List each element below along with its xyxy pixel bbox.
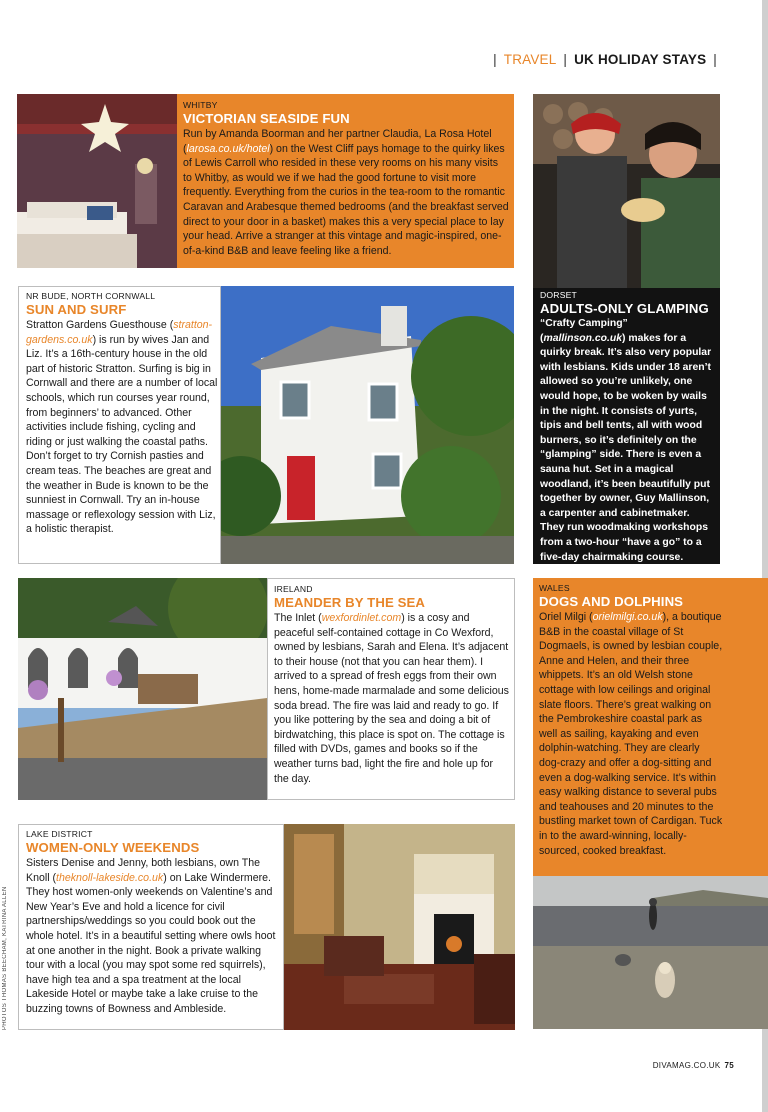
wales-body: Oriel Milgi (orielmilgi.co.uk), a boutique B&B in the coastal village of St Dogmaels, is owned by lesbian couple, Anne and Helen, and their three whippets. It’s an old Welsh stone cottage with low ceilings and original slate floors. There’s great walking on the Pembrokeshire coastal park as well as sailing, kayaking and even dolphin-watching. They are clearly dog-crazy and offer a dog-sitting and even a dog-walking service. It’s within easy walking distance to several pubs and teahouses and 20 minutes to the bustling market town of Cardigan. Tuck in to the award-winning, locally-sourced, cooked breakfast. [539, 611, 723, 857]
bude-body: Stratton Gardens Guesthouse (stratton-gardens.co.uk) is run by wives Jan and Liz. It’s a 16th-century house in the old part of historic Stratton. Surfing is big in Cornwall and there are a number of local schools, which run courses year round, from beginners’ to advanced. Other activities include fishing, cycling and riding or just walking the coastal paths. Don’t forget to try Cornish pasties and cream teas. The beaches are great and the weather in Bude is known to be the sunniest in Cornwall. Try an in-house massage or reflexology session with Liz, a holistic therapist. [26, 319, 218, 536]
ireland-title: MEANDER BY THE SEA [274, 595, 426, 610]
dorset-title: ADULTS-ONLY GLAMPING [540, 301, 709, 316]
whitby-box [177, 94, 514, 268]
footer-site: DIVAMAG.CO.UK [652, 1061, 721, 1070]
dorset-link[interactable]: mallinson.co.uk [543, 332, 622, 344]
bude-link[interactable]: stratton-gardens.co.uk [26, 319, 213, 346]
dorset-kicker: DORSET [540, 290, 578, 300]
bude-box [18, 286, 221, 564]
header-separator: | [493, 52, 497, 67]
wales-link[interactable]: orielmilgi.co.uk [592, 611, 663, 623]
ireland-photo [18, 578, 267, 800]
dorset-body: “Crafty Camping” (mallinson.co.uk) makes for a quirky break. It’s also very popular with lesbians. Kids under 18 aren’t allowed so you’re unlikely, one would hope, to be woken by wails in the night. It consists of yurts, tipis and bell tents, all with wood burners, so it’s definitely on the “glamping” side. There is even a sauna hut. Set in a magical woodland, it’s been beautifully put together by owner, Guy Mallinson, a carpenter and cabinetmaker. They run woodmaking workshops from a two-hour “have a go” to a five-day chairmaking course. [540, 318, 712, 563]
ireland-body: The Inlet (wexfordinlet.com) is a cosy and peaceful self-contained cottage in Co Wexford, owned by lesbians, Sarah and Elena. It’s adjacent to their house (not that you can hear them). I arrived to a spread of fresh eggs from their own hens, home-made marmalade and some delicious soda bread. The fire was laid and ready to go. If you like pottering by the sea and doing a bit of birdwatching, this place is spot on. The cottage is filled with DVDs, games and books so if the weather turns bad, light the fire and hole up for the day. [274, 612, 509, 785]
wales-title: DOGS AND DOLPHINS [539, 594, 684, 609]
page-number: 75 [724, 1061, 734, 1070]
whitby-link[interactable]: larosa.co.uk/hotel [186, 142, 270, 155]
whitby-title: VICTORIAN SEASIDE FUN [183, 111, 350, 126]
bude-photo [221, 286, 514, 564]
section-header: | TRAVEL | UK HOLIDAY STAYS | [493, 52, 717, 67]
ireland-box [267, 578, 515, 800]
whitby-photo [17, 94, 177, 268]
lakes-box [18, 824, 284, 1030]
bude-kicker: NR BUDE, NORTH CORNWALL [26, 291, 156, 301]
ireland-link[interactable]: wexfordinlet.com [321, 612, 402, 624]
dorset-box [533, 288, 720, 564]
page-footer [653, 1061, 734, 1070]
photo-credit: PHOTOS THOMAS BEECHAM, KATRINA ALLEN [2, 886, 8, 1030]
dorset-photo [533, 94, 720, 288]
lakes-title: WOMEN-ONLY WEEKENDS [26, 840, 200, 855]
ireland-kicker: IRELAND [274, 584, 313, 594]
lakes-body: Sisters Denise and Jenny, both lesbians, own The Knoll (theknoll-lakeside.co.uk) on Lake Windermere. They host women-only weekends on Valentine’s and New Year’s Eve and hold a licence for civil partnerships/weddings so you could book out the whole hotel. It’s in a beautiful setting where owls hoot at one another in the night. Book a private walking tour with a local (you may spot some red squirrels), have high tea and a spa treatment at the local Lakeside Hotel or maybe take a lake cruise to the buzzing towns of Bowness and Ambleside. [26, 857, 276, 1015]
whitby-kicker: WHITBY [183, 100, 218, 110]
lakes-photo [284, 824, 515, 1030]
lakes-link[interactable]: theknoll-lakeside.co.uk [56, 871, 164, 884]
section-label: TRAVEL [503, 52, 557, 67]
whitby-body: Run by Amanda Boorman and her partner Claudia, La Rosa Hotel (larosa.co.uk/hotel) on the West Cliff pays homage to the quirky likes of Lewis Carroll who resided in these very rooms on his many visits to Whitby, as would we if we had the good fortune to visit more frequently. Everything from the curios in the tea-room to the romantic Caravan and Arabesque themed bedrooms (and the breakfast served direct to your door in a basket) makes this a very special place to lay your head. Arrive a stranger at this vintage and magic-inspired, one-of-a-kind B&B and leave feeling like a friend. [183, 128, 509, 257]
wales-box [533, 578, 768, 876]
bude-title: SUN AND SURF [26, 302, 127, 317]
page-title: UK HOLIDAY STAYS [574, 52, 707, 67]
wales-photo [533, 876, 768, 1029]
lakes-kicker: LAKE DISTRICT [26, 829, 93, 839]
wales-kicker: WALES [539, 583, 570, 593]
